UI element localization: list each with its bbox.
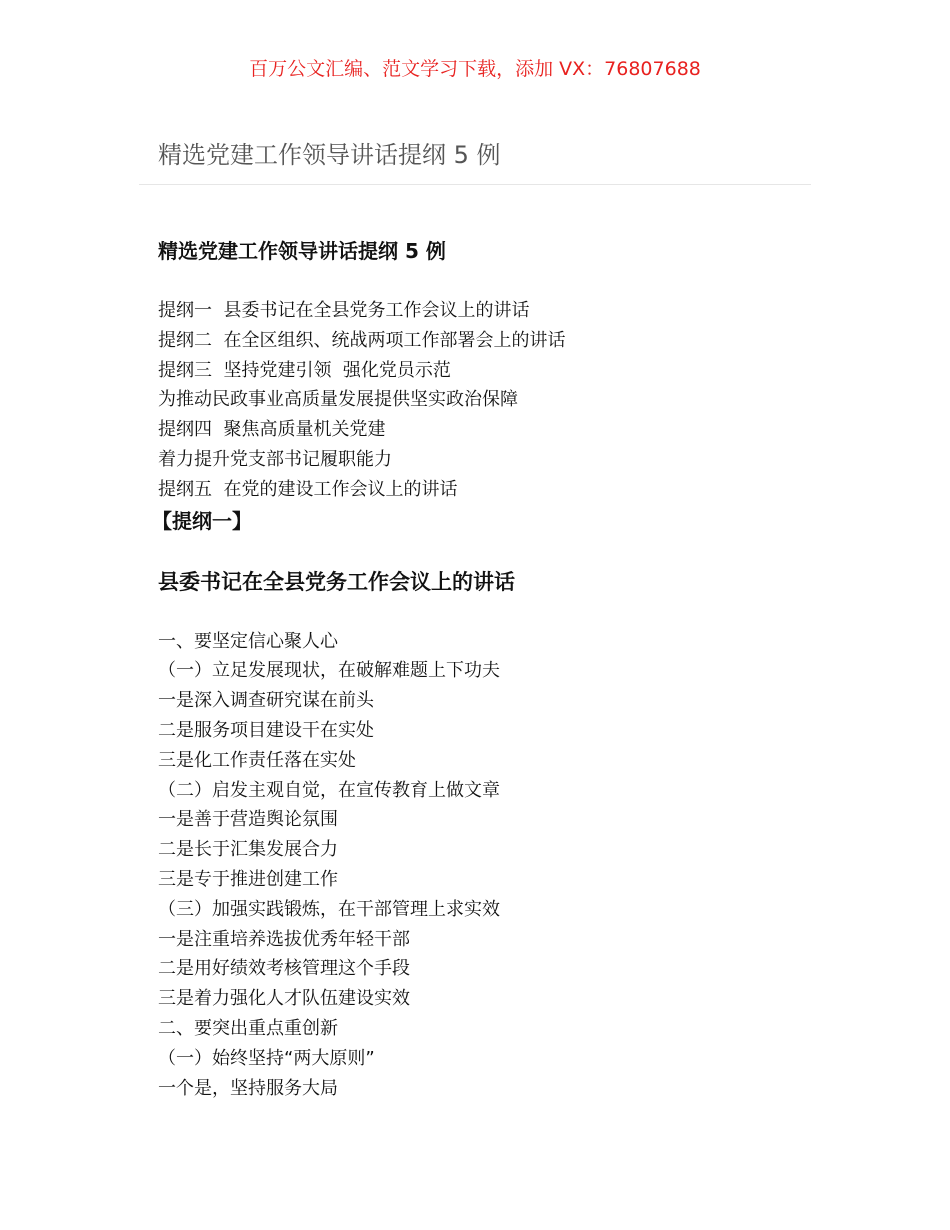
section-marker: 【提纲一】 <box>152 508 252 533</box>
title-divider <box>139 184 811 185</box>
outline-line: 一是善于营造舆论氛围 <box>158 809 338 831</box>
outline-line: 三是着力强化人才队伍建设实效 <box>158 988 410 1010</box>
outline-item: 着力提升党支部书记履职能力 <box>158 448 392 470</box>
outline-item: 提纲四 聚焦高质量机关党建 <box>158 419 386 441</box>
outline-line: （一）始终坚持“两大原则” <box>158 1047 375 1069</box>
speech-outline <box>158 627 798 1104</box>
outline-line: 二、要突出重点重创新 <box>158 1017 338 1039</box>
outline-item: 提纲五 在党的建设工作会议上的讲话 <box>158 478 458 500</box>
outline-line: 三是专于推进创建工作 <box>158 868 338 890</box>
outline-item: 为推动民政事业高质量发展提供坚实政治保障 <box>158 389 518 411</box>
section-title: 县委书记在全县党务工作会议上的讲话 <box>158 569 515 594</box>
main-heading: 精选党建工作领导讲话提纲 5 例 <box>158 239 446 263</box>
outline-line: 二是长于汇集发展合力 <box>158 839 338 861</box>
outline-line: 三是化工作责任落在实处 <box>158 749 356 771</box>
outline-item: 提纲一 县委书记在全县党务工作会议上的讲话 <box>158 300 530 321</box>
outline-line: 一、要坚定信心聚人心 <box>158 630 338 652</box>
outline-line: 一是深入调查研究谋在前头 <box>158 690 374 712</box>
outline-line: 二是用好绩效考核管理这个手段 <box>158 958 410 980</box>
promo-banner: 百万公文汇编、范文学习下载，添加 VX：76807688 <box>249 58 701 80</box>
document-body <box>152 236 798 1103</box>
outline-line: 二是服务项目建设干在实处 <box>158 719 374 741</box>
outline-line: （一）立足发展现状，在破解难题上下功夫 <box>158 660 500 682</box>
document-title: 精选党建工作领导讲话提纲 5 例 <box>158 141 501 169</box>
outline-line: 一个是，坚持服务大局 <box>158 1077 338 1099</box>
outline-item: 提纲二 在全区组织、统战两项工作部署会上的讲话 <box>158 329 566 351</box>
outline-list <box>158 296 798 505</box>
outline-item: 提纲三 坚持党建引领 强化党员示范 <box>158 359 451 381</box>
outline-line: （三）加强实践锻炼，在干部管理上求实效 <box>158 898 500 920</box>
outline-line: 一是注重培养选拔优秀年轻干部 <box>158 928 410 950</box>
outline-line: （二）启发主观自觉，在宣传教育上做文章 <box>158 779 500 801</box>
